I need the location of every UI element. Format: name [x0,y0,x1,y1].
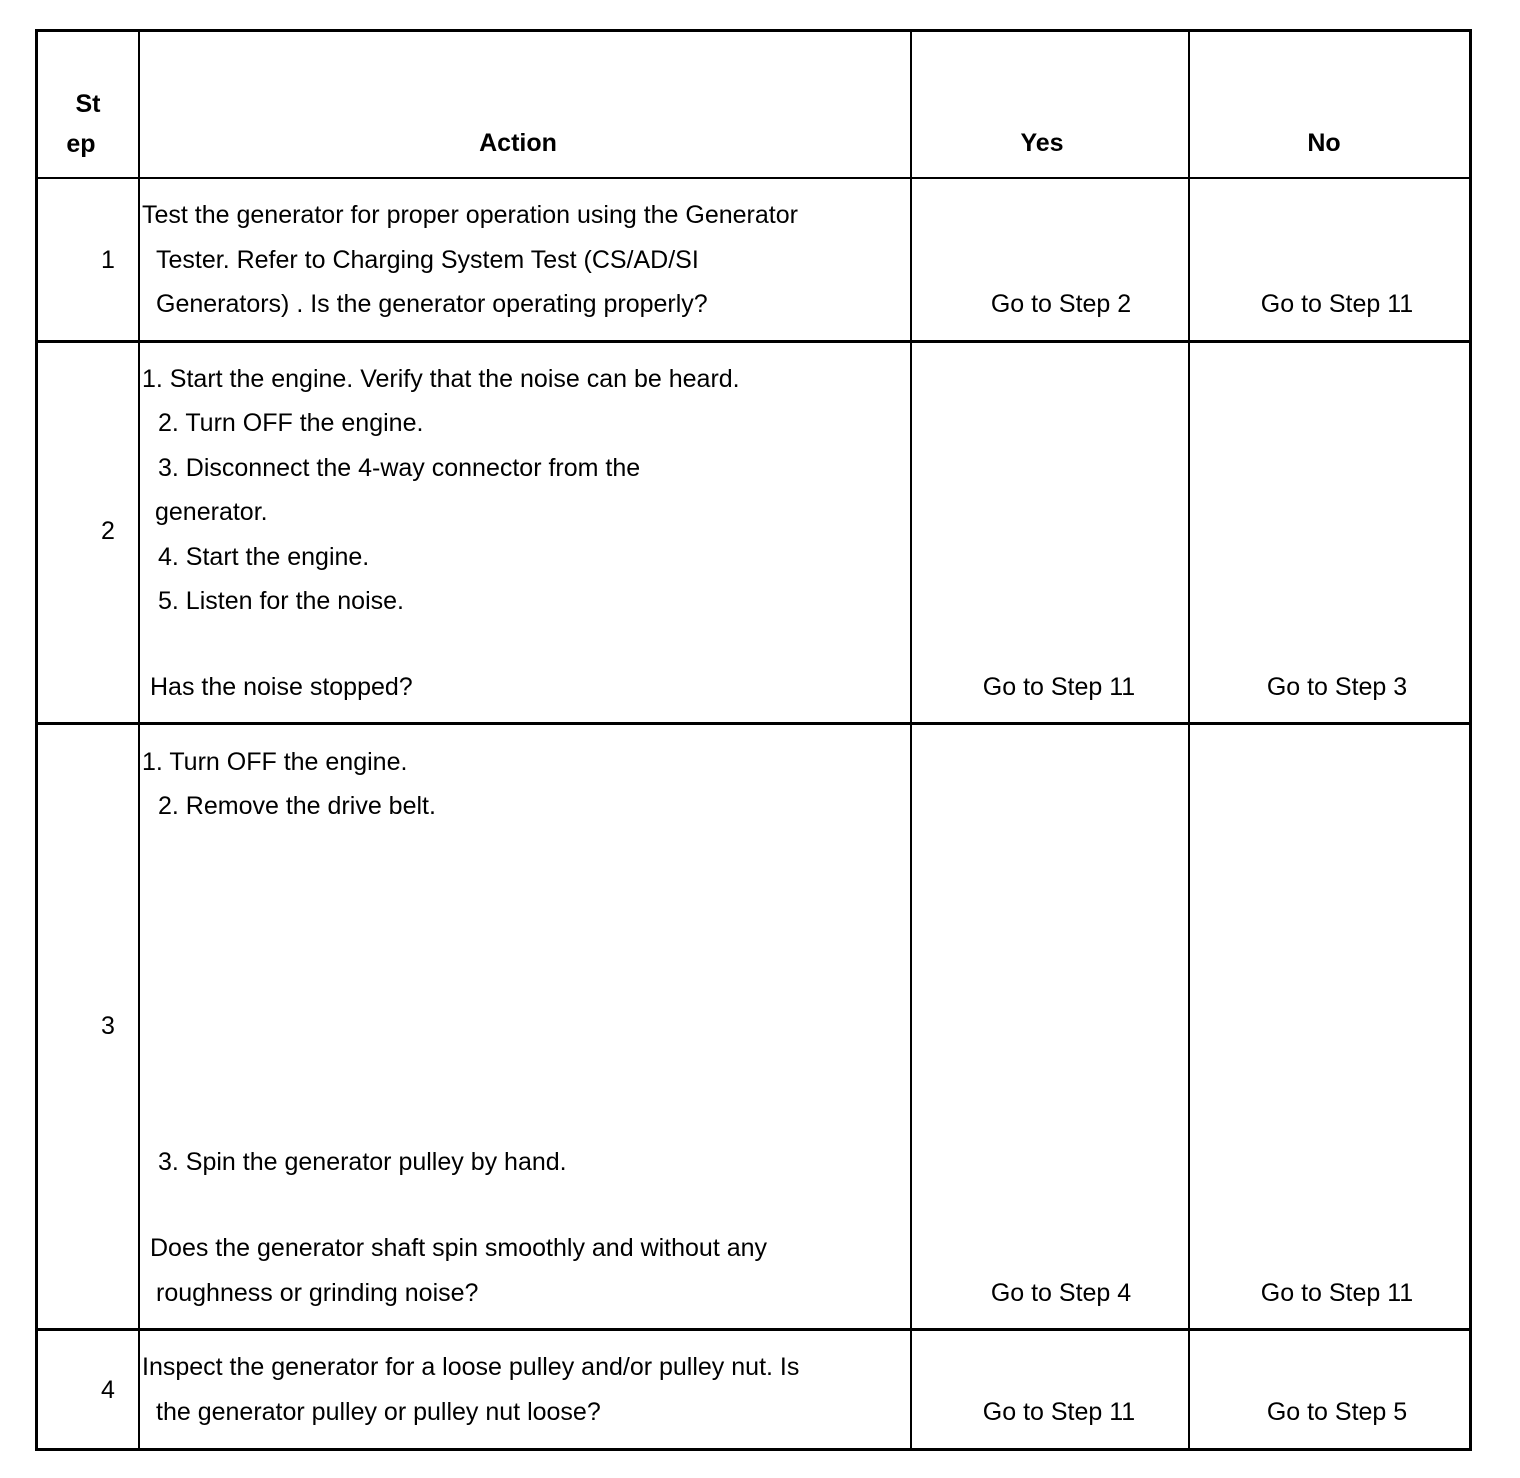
column-divider [910,29,912,1451]
header-step-line1: St [75,90,101,118]
action-line: Has the noise stopped? [150,673,413,701]
yes-result: Go to Step 2 [990,290,1132,318]
table-border-bottom [35,1448,1472,1451]
header-action: Action [479,129,557,157]
action-line: the generator pulley or pulley nut loose? [156,1398,601,1426]
yes-result: Go to Step 11 [982,673,1136,701]
row-divider [35,340,1472,343]
no-result: Go to Step 3 [1266,673,1408,701]
action-line: Tester. Refer to Charging System Test (CS/AD/SI [156,246,699,274]
step-number: 1 [101,246,115,274]
step-number: 2 [101,517,115,545]
yes-result: Go to Step 11 [982,1398,1136,1426]
action-line: 1. Turn OFF the engine. [142,748,408,776]
action-line: 2. Turn OFF the engine. [158,409,424,437]
action-line: 2. Remove the drive belt. [158,792,436,820]
action-line: roughness or grinding noise? [156,1279,479,1307]
action-line: 3. Spin the generator pulley by hand. [158,1148,567,1176]
action-line: 4. Start the engine. [158,543,370,571]
step-number: 4 [101,1376,115,1404]
header-step-line2: ep [66,130,96,158]
action-line: Generators) . Is the generator operating properly? [156,290,708,318]
no-result: Go to Step 5 [1266,1398,1408,1426]
row-divider [35,177,1472,179]
action-line: 3. Disconnect the 4-way connector from the [158,454,641,482]
header-no: No [1307,129,1341,157]
row-divider [35,1328,1472,1331]
action-line: 5. Listen for the noise. [158,587,404,615]
action-line: 1. Start the engine. Verify that the noise can be heard. [142,365,740,393]
table-border-left [35,29,38,1451]
action-line: Test the generator for proper operation using the Generator [142,201,798,229]
table-border-top [35,29,1472,32]
action-line: Inspect the generator for a loose pulley and/or pulley nut. Is [142,1353,800,1381]
action-line: Does the generator shaft spin smoothly and without any [150,1234,768,1262]
no-result: Go to Step 11 [1260,290,1414,318]
column-divider [1188,29,1190,1451]
column-divider [138,29,140,1451]
table-border-right [1469,29,1472,1451]
action-line: generator. [155,498,268,526]
header-yes: Yes [1020,129,1064,157]
no-result: Go to Step 11 [1260,1279,1414,1307]
row-divider [35,722,1472,725]
yes-result: Go to Step 4 [990,1279,1132,1307]
step-number: 3 [101,1012,115,1040]
